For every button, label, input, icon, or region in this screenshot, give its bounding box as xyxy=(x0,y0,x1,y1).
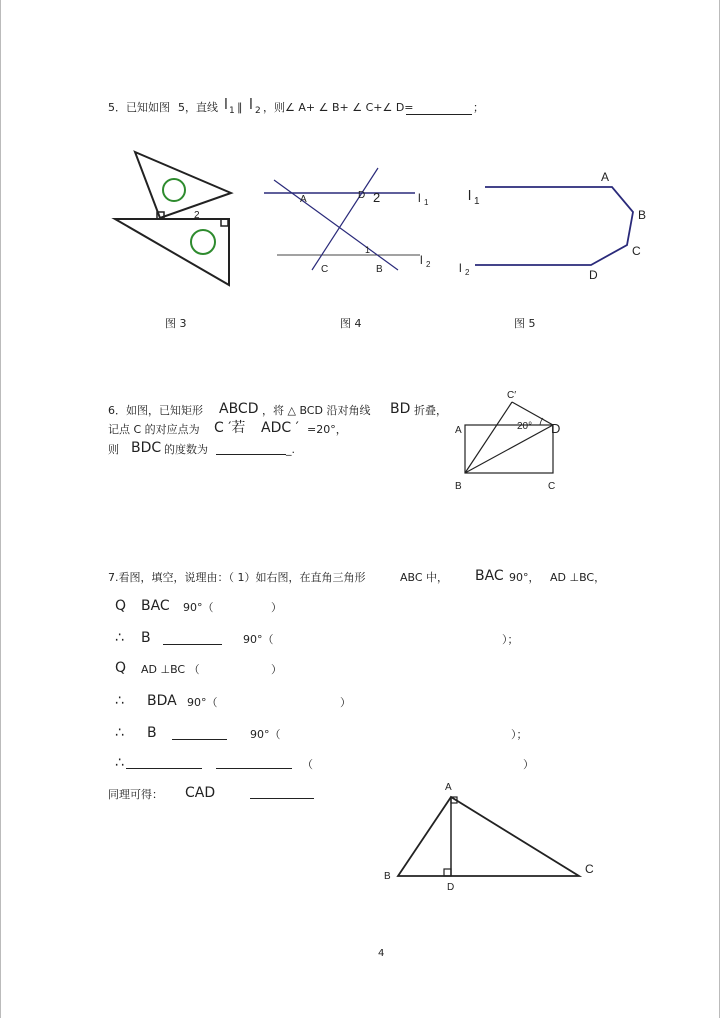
figure-4 xyxy=(260,160,435,280)
q5-parallel: ∥ xyxy=(237,101,243,114)
q6-line1-b: ABCD xyxy=(219,401,259,417)
fig4-caption: 图 4 xyxy=(340,317,362,330)
fig4-label-A: A xyxy=(300,194,307,205)
q7-step4-c: ） xyxy=(340,696,351,709)
q6-label-A: A xyxy=(455,425,462,436)
fig5-label-l2-sub: 2 xyxy=(465,268,470,277)
q5-l1-sub: 1 xyxy=(229,106,235,116)
q7-step1-c: ） xyxy=(271,601,282,614)
q7-step2-c: ）； xyxy=(502,633,519,646)
fig5-label-l1: l xyxy=(468,187,472,203)
fig4-label-C: C xyxy=(321,264,329,275)
q6-line1-a: 6．如图，已知矩形 xyxy=(108,404,203,417)
q7-step6-symbol: ∴ xyxy=(115,755,124,771)
q7-step3-c: ） xyxy=(271,663,282,676)
fig4-label-l1: l xyxy=(418,191,421,205)
q5-stem-prefix: 5．已知如图 xyxy=(108,101,170,114)
q6-label-Cprime: C′ xyxy=(507,390,517,401)
q6-line1-c: ，将 △ BCD 沿对角线 xyxy=(262,404,371,417)
q5-l2-sub: 2 xyxy=(255,106,261,116)
q7-same-a: 同理可得： xyxy=(108,788,163,801)
fig4-label-D: D xyxy=(358,190,366,201)
fig3-lower-triangle xyxy=(115,219,229,285)
fig5-label-l1-sub: 1 xyxy=(474,196,480,207)
q7-step1-b: 90°（ xyxy=(183,601,214,614)
figure-3 xyxy=(105,145,245,295)
fig3-caption: 图 3 xyxy=(165,317,187,330)
q7-step1-symbol: Q xyxy=(115,598,127,614)
q7-intro-e: AD ⊥BC， xyxy=(550,571,606,584)
fig3-right-angle-b xyxy=(221,219,228,226)
q7-step2-b: 90°（ xyxy=(243,633,274,646)
page-number: 4 xyxy=(378,948,385,959)
q6-label-B: B xyxy=(455,481,462,492)
q6-line2-d: =20°， xyxy=(307,423,347,436)
q7-label-D: D xyxy=(447,882,455,893)
q7-step2-a: B xyxy=(141,630,151,646)
q7-right-angle-D xyxy=(444,869,451,876)
q6-line3-end: _. xyxy=(286,443,295,456)
fig4-label-2: 2 xyxy=(373,190,381,205)
q5-fig-ref: 5，直线 xyxy=(178,101,218,114)
fig4-label-l2: l xyxy=(420,253,423,267)
figure-q6 xyxy=(452,385,572,495)
q6-label-angle: 20° xyxy=(517,421,533,432)
q6-label-D: D xyxy=(551,421,561,436)
q7-intro-d: 90°， xyxy=(509,571,540,584)
q5-answer-blank[interactable] xyxy=(406,114,472,115)
q7-label-A: A xyxy=(445,782,452,793)
q7-step5-a: B xyxy=(147,725,157,741)
q6-line1-e: 折叠， xyxy=(414,404,447,417)
q6-line2-b: C ′若 xyxy=(214,420,246,436)
q6-line-BCprime xyxy=(465,402,512,473)
q6-line2-c: ADC ′ xyxy=(261,420,299,436)
fig5-path xyxy=(475,187,633,265)
q7-step5-symbol: ∴ xyxy=(115,725,124,741)
q7-step5-c: ）； xyxy=(511,728,528,741)
figure-5 xyxy=(455,165,655,285)
fig5-label-A: A xyxy=(601,170,610,184)
q7-intro-c: BAC xyxy=(475,568,504,584)
q7-intro-b: ABC 中， xyxy=(400,571,449,584)
q7-step6-c: ） xyxy=(523,758,534,771)
q6-line3-b: BDC xyxy=(131,440,162,456)
q7-step5-b: 90°（ xyxy=(250,728,281,741)
q7-step4-symbol: ∴ xyxy=(115,693,124,709)
q7-step5-blank[interactable] xyxy=(172,739,227,740)
q7-step4-a: BDA xyxy=(147,693,177,709)
fig5-label-C: C xyxy=(632,244,641,258)
q7-step2-symbol: ∴ xyxy=(115,630,124,646)
q5-semicolon: ； xyxy=(473,101,484,114)
fig3-circle-upper xyxy=(163,179,185,201)
q7-step4-b: 90°（ xyxy=(187,696,218,709)
q6-label-C: C xyxy=(548,481,556,492)
fig4-label-l2-sub: 2 xyxy=(426,260,431,269)
figure-q7 xyxy=(380,778,600,898)
q5-l1: l xyxy=(224,97,228,113)
q7-step2-blank[interactable] xyxy=(163,644,222,645)
q6-line3-c: 的度数为 xyxy=(164,443,208,456)
q7-same-blank[interactable] xyxy=(250,798,314,799)
q6-line2-a: 记点 C 的对应点为 xyxy=(108,423,200,436)
q7-step6-b: （ xyxy=(302,758,313,771)
q7-intro-a: 7.看图，填空，说理由：（ 1）如右图，在直角三角形 xyxy=(108,571,366,584)
fig4-label-B: B xyxy=(376,264,383,275)
fig5-label-l2: l xyxy=(459,261,462,275)
q6-answer-blank[interactable] xyxy=(216,454,286,455)
fig5-label-D: D xyxy=(589,268,598,282)
fig5-caption: 图 5 xyxy=(514,317,536,330)
q6-line3-a: 则 xyxy=(108,443,119,456)
q7-step6-blank-1[interactable] xyxy=(126,768,202,769)
page-edge-left xyxy=(0,0,1,1018)
q7-same-b: CAD xyxy=(185,785,216,801)
fig3-label-2: 2 xyxy=(194,210,200,221)
q7-triangle-ABC xyxy=(398,797,579,876)
q7-label-B: B xyxy=(384,871,391,882)
q6-line1-d: BD xyxy=(390,401,411,417)
fig3-circle-lower xyxy=(191,230,215,254)
q7-label-C: C xyxy=(585,862,594,876)
q7-step1-a: BAC xyxy=(141,598,170,614)
fig4-label-l1-sub: 1 xyxy=(424,198,429,207)
fig4-label-1: 1 xyxy=(365,245,371,255)
q7-step6-blank-2[interactable] xyxy=(216,768,292,769)
q5-l2: l xyxy=(249,97,253,113)
fig5-label-B: B xyxy=(638,208,647,222)
q6-diagonal-BD xyxy=(465,425,553,473)
q7-step3-a: AD ⊥BC （ xyxy=(141,663,200,676)
q5-expression: ，则∠ A+ ∠ B+ ∠ C+∠ D= xyxy=(263,101,414,114)
q7-step3-symbol: Q xyxy=(115,660,127,676)
